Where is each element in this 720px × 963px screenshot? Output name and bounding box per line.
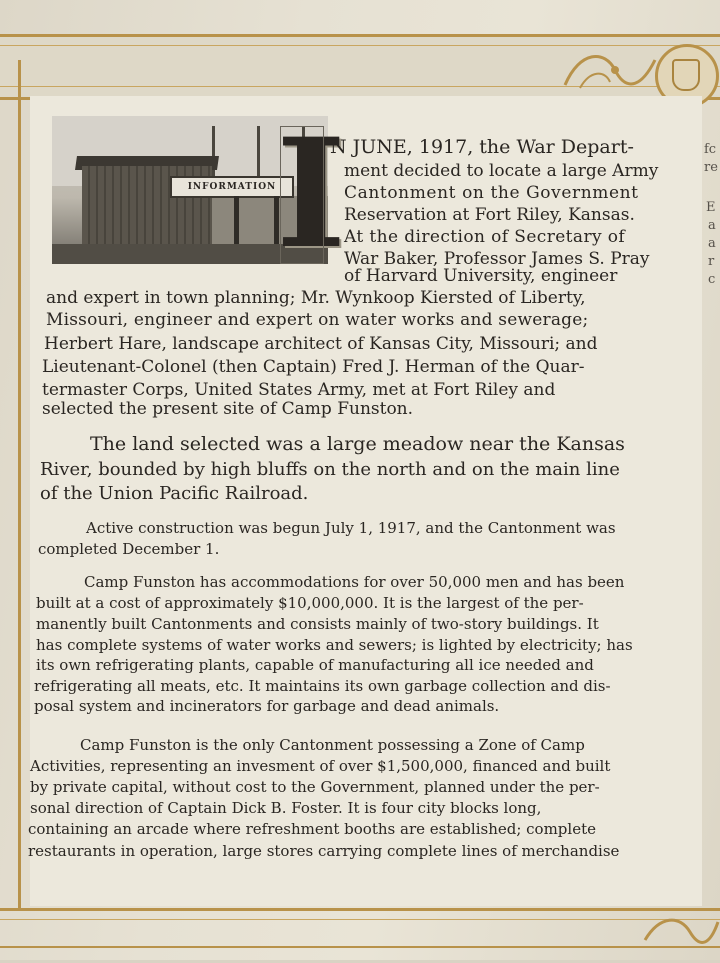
scroll-ornament-bottom	[640, 910, 720, 955]
margin-fragment: re	[704, 160, 718, 175]
text-line: Herbert Hare, landscape architect of Kansas City, Missouri; and	[44, 334, 598, 354]
scroll-ornament-top	[560, 40, 660, 100]
text-line: refrigerating all meats, etc. It maintains its own garbage collection and dis-	[34, 677, 611, 695]
text-line: by private capital, without cost to the Government, planned under the per-	[30, 778, 600, 796]
text-line: Reservation at Fort Riley, Kansas.	[344, 205, 635, 225]
text-line: War Baker, Professor James S. Pray	[344, 249, 650, 269]
text-line: posal system and incinerators for garbage and dead animals.	[34, 697, 500, 715]
text-line: of the Union Pacific Railroad.	[40, 483, 309, 504]
text-line: completed December 1.	[38, 540, 220, 558]
text-line: Missouri, engineer and expert on water works and sewerage;	[46, 310, 589, 330]
text-line: and expert in town planning; Mr. Wynkoop Kiersted of Liberty,	[46, 288, 586, 308]
margin-fragment: c	[708, 272, 716, 287]
text-line: containing an arcade where refreshment booths are established; complete	[28, 820, 596, 838]
information-sign: INFORMATION	[170, 176, 294, 198]
margin-fragment: a	[708, 236, 716, 251]
text-line: restaurants in operation, large stores carrying complete lines of merchandise	[28, 842, 620, 860]
text-line: Active construction was begun July 1, 1917, and the Cantonment was	[86, 519, 616, 537]
ornamental-border-left	[0, 60, 21, 910]
text-line: At the direction of Secretary of	[344, 227, 626, 247]
text-line: termaster Corps, United States Army, met at Fort Riley and	[42, 380, 556, 400]
text-line: manently built Cantonments and consists mainly of two-story buildings. It	[36, 615, 599, 633]
ornamental-border-bottom	[0, 908, 720, 963]
text-line: Lieutenant-Colonel (then Captain) Fred J. Herman of the Quar-	[42, 357, 585, 377]
text-line: of Harvard University, engineer	[344, 266, 618, 286]
text-line: sonal direction of Captain Dick B. Foster. It is four city blocks long,	[30, 799, 542, 817]
margin-fragment: r	[708, 254, 715, 269]
text-line: its own refrigerating plants, capable of manufacturing all ice needed and	[36, 656, 594, 674]
text-line: The land selected was a large meadow near the Kansas	[90, 433, 625, 455]
text-line: Activities, representing an invesment of over $1,500,000, financed and built	[30, 757, 611, 775]
text-line: River, bounded by high bluffs on the north and on the main line	[40, 459, 620, 480]
text-line: ment decided to locate a large Army	[344, 161, 659, 181]
text-line: Cantonment on the Government	[344, 183, 639, 203]
text-line: Camp Funston has accommodations for over 50,000 men and has been	[84, 573, 625, 591]
text-line: Camp Funston is the only Cantonment possessing a Zone of Camp	[80, 736, 585, 754]
drop-cap: I	[276, 106, 347, 282]
margin-fragment: E	[706, 200, 716, 215]
text-line: selected the present site of Camp Funston.	[42, 399, 414, 419]
margin-fragment: fc	[704, 142, 717, 157]
text-line: built at a cost of approximately $10,000,000. It is the largest of the per-	[36, 594, 584, 612]
text-line: N JUNE, 1917, the War Depart-	[330, 136, 634, 158]
text-line: has complete systems of water works and sewers; is lighted by electricity; has	[36, 636, 633, 654]
margin-fragment: a	[708, 218, 716, 233]
